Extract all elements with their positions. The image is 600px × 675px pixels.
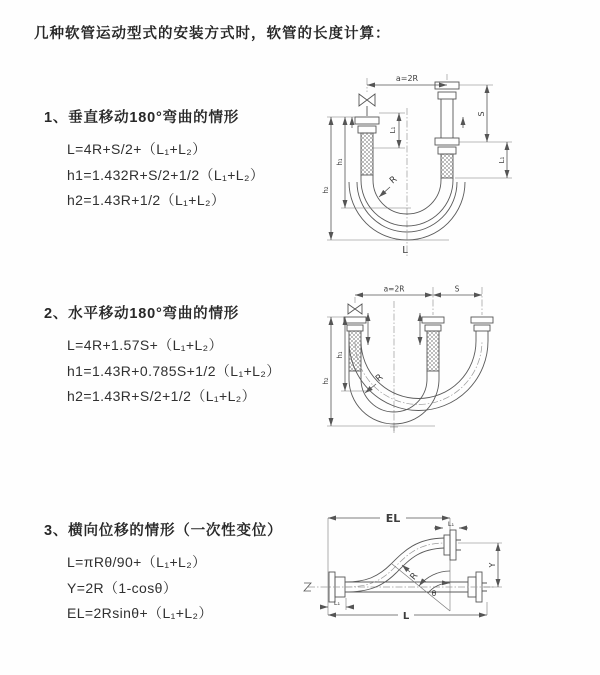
dim-label-l1-left: L₁ — [389, 126, 397, 134]
dim-label-r: R — [374, 372, 386, 385]
dim-label-l: L — [402, 245, 408, 256]
dimension-y — [458, 543, 502, 587]
radius-label — [365, 373, 385, 393]
dim-label-el: EL — [385, 512, 401, 525]
hose-u-bend-position-2 — [349, 341, 488, 411]
radius-label — [392, 564, 450, 611]
formula-h2: h2=1.43R+S/2+1/2（L₁+L₂） — [67, 388, 257, 404]
valve-icon — [348, 304, 362, 314]
dim-label-l: L — [402, 611, 410, 622]
dimension-l1-top — [434, 520, 468, 528]
hose-displaced-curve — [345, 538, 444, 592]
dim-label-h2: h₂ — [322, 377, 330, 385]
dim-label-h1: h₁ — [336, 158, 344, 166]
pipe-right — [471, 317, 493, 341]
dim-label-r: R — [408, 571, 421, 583]
dimension-a2r — [355, 285, 433, 296]
dim-label-y: Y — [488, 562, 497, 568]
pipe-middle — [422, 317, 444, 371]
dim-label-a2r: a=2R — [395, 74, 419, 83]
diagram-horizontal-180-bend — [310, 283, 595, 455]
formula-y: Y=2R（1-cosθ） — [67, 579, 178, 596]
formula-h1: h1=1.432R+S/2+1/2（L₁+L₂） — [67, 166, 265, 183]
hose-straight-position — [308, 582, 494, 592]
dimension-l1-left — [320, 598, 354, 610]
section-1-heading: 1、垂直移动180°弯曲的情形 — [44, 110, 240, 126]
angle-theta — [419, 571, 450, 598]
diagram-vertical-180-bend — [315, 70, 590, 265]
formula-h1: h1=1.43R+0.785S+1/2（L₁+L₂） — [67, 362, 281, 379]
dim-label-h2: h₂ — [322, 186, 330, 194]
section-horizontal-movement — [44, 302, 281, 410]
dim-label-a2r: a=2R — [383, 284, 405, 294]
dimension-l — [328, 602, 487, 622]
formula-h2: h2=1.43R+1/2（L₁+L₂） — [67, 192, 226, 208]
pipe-right — [435, 82, 459, 180]
section-vertical-movement — [44, 106, 264, 214]
flange-upper — [444, 530, 461, 560]
formula-el: EL=2Rsinθ+（L₁+L₂） — [67, 605, 213, 621]
dimension-h1 — [327, 317, 370, 391]
dim-label-theta: θ — [431, 589, 437, 598]
section-3-heading: 3、横向位移的情形（一次性变位） — [44, 523, 283, 539]
center-axis — [355, 284, 482, 433]
pipe-left — [355, 117, 379, 180]
page-title: 几种软管运动型式的安装方式时，软管的长度计算： — [34, 26, 391, 42]
dimension-s — [459, 85, 512, 142]
section-2-heading: 2、水平移动180°弯曲的情形 — [44, 306, 240, 322]
diagram-lateral-displacement — [298, 498, 598, 658]
dim-label-l1-right: L₁ — [498, 156, 506, 164]
formula-length: L=4R+1.57S+（L₁+L₂） — [67, 337, 223, 353]
dimension-s — [433, 285, 482, 296]
valve-icon — [359, 94, 375, 116]
dim-label-l1-top: L₁ — [447, 520, 455, 528]
center-axis — [367, 74, 447, 258]
dimension-l1-left — [373, 113, 405, 148]
section-lateral-displacement — [44, 519, 282, 627]
formula-length: L=4R+S/2+（L₁+L₂） — [67, 141, 207, 157]
dim-label-s: S — [454, 284, 460, 294]
dimension-h2 — [322, 317, 435, 426]
dim-label-s: S — [477, 111, 486, 117]
formula-length: L=πRθ/90+（L₁+L₂） — [67, 554, 207, 570]
dimension-h2 — [322, 117, 449, 240]
dim-label-l1-left: L₁ — [333, 599, 341, 607]
dim-label-h1: h₁ — [336, 351, 344, 359]
radius-label — [379, 175, 399, 197]
dimension-l1-right — [455, 142, 512, 178]
dim-label-r: R — [388, 174, 400, 187]
